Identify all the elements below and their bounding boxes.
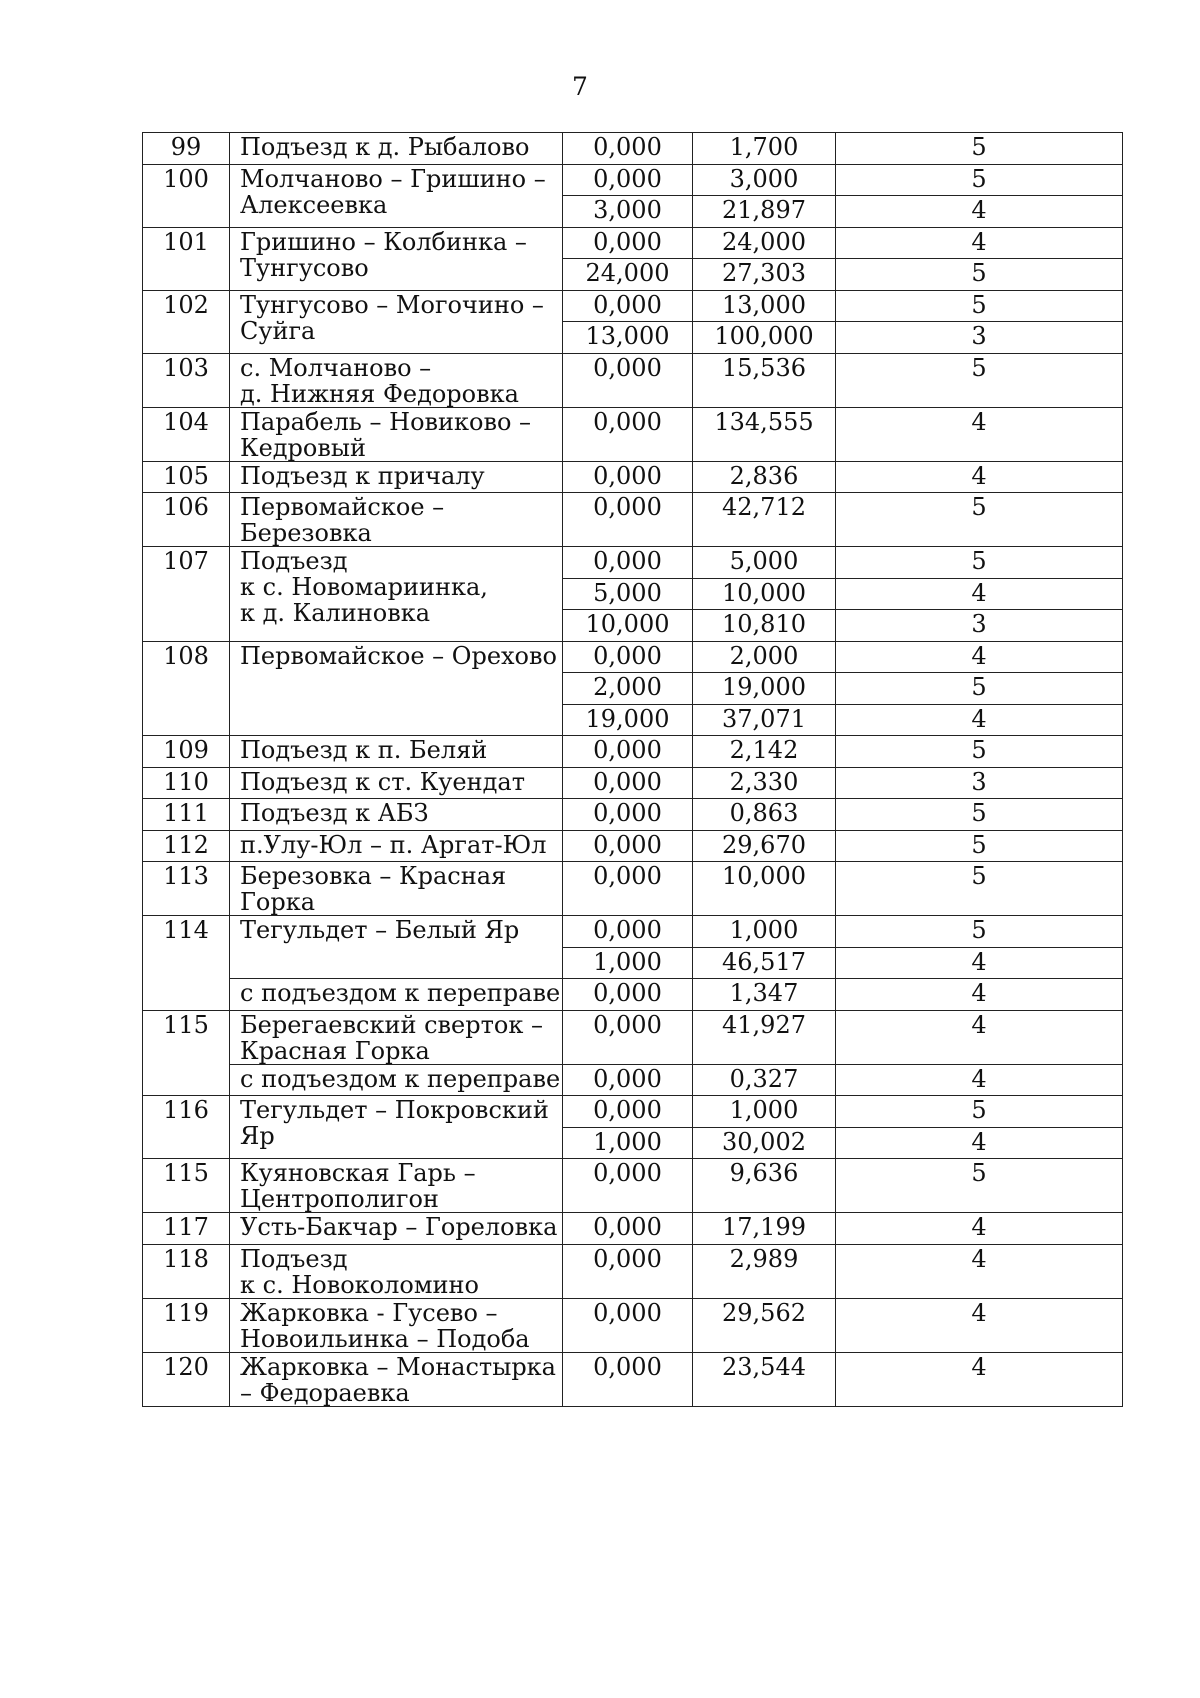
road-number: 117 bbox=[143, 1213, 230, 1245]
road-name-line: Тунгусово bbox=[240, 253, 369, 282]
segment-end-km: 42,712 bbox=[693, 493, 836, 547]
road-category: 4 bbox=[836, 227, 1123, 259]
road-name bbox=[230, 1159, 563, 1213]
road-name bbox=[230, 1213, 563, 1245]
road-category: 5 bbox=[836, 259, 1123, 291]
road-category: 4 bbox=[836, 196, 1123, 228]
segment-start-km: 0,000 bbox=[563, 1352, 693, 1406]
segment-start-km: 0,000 bbox=[563, 830, 693, 862]
road-number: 107 bbox=[143, 547, 230, 642]
segment-start-km: 0,000 bbox=[563, 916, 693, 948]
road-category: 5 bbox=[836, 133, 1123, 165]
segment-end-km: 134,555 bbox=[693, 407, 836, 461]
segment-start-km: 0,000 bbox=[563, 493, 693, 547]
road-number: 110 bbox=[143, 767, 230, 799]
segment-start-km: 5,000 bbox=[563, 578, 693, 610]
segment-start-km: 0,000 bbox=[563, 1010, 693, 1064]
road-number: 108 bbox=[143, 641, 230, 736]
road-name bbox=[230, 1244, 563, 1298]
segment-start-km: 0,000 bbox=[563, 799, 693, 831]
road-category: 4 bbox=[836, 1298, 1123, 1352]
segment-start-km: 0,000 bbox=[563, 290, 693, 322]
road-number: 102 bbox=[143, 290, 230, 353]
road-category: 4 bbox=[836, 641, 1123, 673]
road-name-line: Подъезд к причалу bbox=[240, 461, 485, 490]
road-name-line: к с. Новомариинка, bbox=[240, 573, 488, 601]
road-name-line: Яр bbox=[240, 1122, 275, 1150]
road-number: 119 bbox=[143, 1298, 230, 1352]
road-name-line: Парабель – Новиково – bbox=[240, 407, 532, 436]
segment-start-km: 0,000 bbox=[563, 1298, 693, 1352]
road-name-line: Куяновская Гарь – bbox=[240, 1159, 476, 1187]
road-name bbox=[230, 916, 563, 979]
road-name bbox=[230, 493, 563, 547]
road-name-line: Березовка – Красная bbox=[240, 862, 507, 890]
segment-end-km: 2,142 bbox=[693, 736, 836, 768]
road-category: 4 bbox=[836, 1010, 1123, 1064]
road-name-line: Алексеевка bbox=[240, 190, 388, 219]
road-name-line: с подъездом к переправе bbox=[240, 979, 561, 1007]
road-name-line: с подъездом к переправе bbox=[240, 1064, 561, 1093]
table-row bbox=[143, 1096, 1123, 1128]
table-row bbox=[143, 1213, 1123, 1245]
page-number: 7 bbox=[572, 72, 588, 101]
road-name bbox=[230, 799, 563, 831]
road-name-line: Подъезд bbox=[240, 1244, 348, 1273]
segment-end-km: 46,517 bbox=[693, 947, 836, 979]
segment-end-km: 5,000 bbox=[693, 547, 836, 579]
segment-start-km: 0,000 bbox=[563, 461, 693, 493]
road-category: 3 bbox=[836, 767, 1123, 799]
road-category: 5 bbox=[836, 1159, 1123, 1213]
road-category: 5 bbox=[836, 916, 1123, 948]
segment-end-km: 17,199 bbox=[693, 1213, 836, 1245]
segment-start-km: 3,000 bbox=[563, 196, 693, 228]
road-name-line: Молчаново – Гришино – bbox=[240, 164, 546, 193]
road-category: 5 bbox=[836, 736, 1123, 768]
segment-start-km: 0,000 bbox=[563, 1064, 693, 1096]
segment-start-km: 0,000 bbox=[563, 133, 693, 165]
segment-end-km: 10,000 bbox=[693, 862, 836, 916]
road-name-line: Горка bbox=[240, 888, 316, 916]
segment-start-km: 1,000 bbox=[563, 947, 693, 979]
segment-end-km: 29,670 bbox=[693, 830, 836, 862]
road-name-line: к с. Новоколомино bbox=[240, 1270, 479, 1298]
segment-end-km: 9,636 bbox=[693, 1159, 836, 1213]
road-name-line: д. Нижняя Федоровка bbox=[240, 379, 519, 407]
segment-start-km: 19,000 bbox=[563, 704, 693, 736]
road-name-line: Подъезд к п. Беляй bbox=[240, 736, 488, 764]
road-category: 5 bbox=[836, 290, 1123, 322]
road-number: 109 bbox=[143, 736, 230, 768]
road-name-line: к д. Калиновка bbox=[240, 599, 431, 627]
road-name-line: Центрополигон bbox=[240, 1185, 439, 1213]
table-row bbox=[143, 916, 1123, 948]
segment-start-km: 0,000 bbox=[563, 767, 693, 799]
segment-start-km: 0,000 bbox=[563, 1244, 693, 1298]
road-category: 4 bbox=[836, 1064, 1123, 1096]
road-name bbox=[230, 830, 563, 862]
road-category: 4 bbox=[836, 461, 1123, 493]
road-number: 111 bbox=[143, 799, 230, 831]
road-number: 112 bbox=[143, 830, 230, 862]
road-name-line: Тегульдет – Белый Яр bbox=[240, 916, 520, 944]
segment-end-km: 0,327 bbox=[693, 1064, 836, 1096]
road-name bbox=[230, 353, 563, 407]
roads-table-body bbox=[143, 133, 1123, 1407]
segment-start-km: 24,000 bbox=[563, 259, 693, 291]
segment-end-km: 1,700 bbox=[693, 133, 836, 165]
road-number: 105 bbox=[143, 461, 230, 493]
road-category: 5 bbox=[836, 353, 1123, 407]
segment-end-km: 1,000 bbox=[693, 916, 836, 948]
road-number: 106 bbox=[143, 493, 230, 547]
segment-start-km: 13,000 bbox=[563, 322, 693, 354]
road-category: 4 bbox=[836, 578, 1123, 610]
table-row bbox=[143, 767, 1123, 799]
road-category: 3 bbox=[836, 322, 1123, 354]
road-number: 115 bbox=[143, 1010, 230, 1096]
segment-start-km: 0,000 bbox=[563, 862, 693, 916]
segment-end-km: 2,330 bbox=[693, 767, 836, 799]
road-name bbox=[230, 862, 563, 916]
segment-start-km: 0,000 bbox=[563, 1159, 693, 1213]
segment-end-km: 1,000 bbox=[693, 1096, 836, 1128]
segment-start-km: 0,000 bbox=[563, 1213, 693, 1245]
table-row bbox=[143, 799, 1123, 831]
road-name-line: Усть-Бакчар – Гореловка bbox=[240, 1213, 558, 1241]
road-name bbox=[230, 461, 563, 493]
table-row bbox=[143, 736, 1123, 768]
road-name-line: Тегульдет – Покровский bbox=[240, 1096, 549, 1124]
segment-end-km: 2,000 bbox=[693, 641, 836, 673]
road-category: 4 bbox=[836, 947, 1123, 979]
road-number: 113 bbox=[143, 862, 230, 916]
road-name bbox=[230, 641, 563, 736]
road-name bbox=[230, 1352, 563, 1406]
segment-end-km: 27,303 bbox=[693, 259, 836, 291]
road-name bbox=[230, 1010, 563, 1064]
road-number: 120 bbox=[143, 1352, 230, 1406]
segment-start-km: 0,000 bbox=[563, 547, 693, 579]
road-category: 5 bbox=[836, 830, 1123, 862]
road-name bbox=[230, 1298, 563, 1352]
road-number: 118 bbox=[143, 1244, 230, 1298]
table-row bbox=[143, 227, 1123, 259]
road-category: 5 bbox=[836, 862, 1123, 916]
segment-end-km: 10,000 bbox=[693, 578, 836, 610]
road-category: 5 bbox=[836, 799, 1123, 831]
road-category: 4 bbox=[836, 1244, 1123, 1298]
table-row bbox=[143, 461, 1123, 493]
segment-end-km: 15,536 bbox=[693, 353, 836, 407]
road-category: 4 bbox=[836, 1213, 1123, 1245]
segment-start-km: 0,000 bbox=[563, 353, 693, 407]
road-name-line: Суйга bbox=[240, 316, 316, 345]
segment-end-km: 10,810 bbox=[693, 610, 836, 642]
table-row bbox=[143, 547, 1123, 579]
table-row bbox=[143, 979, 1123, 1011]
segment-start-km: 0,000 bbox=[563, 736, 693, 768]
segment-start-km: 10,000 bbox=[563, 610, 693, 642]
road-name-line: Жарковка – Монастырка bbox=[240, 1352, 556, 1381]
segment-end-km: 13,000 bbox=[693, 290, 836, 322]
road-number: 103 bbox=[143, 353, 230, 407]
road-name bbox=[230, 133, 563, 165]
segment-end-km: 100,000 bbox=[693, 322, 836, 354]
road-category: 4 bbox=[836, 1127, 1123, 1159]
segment-start-km: 2,000 bbox=[563, 673, 693, 705]
segment-end-km: 37,071 bbox=[693, 704, 836, 736]
road-category: 5 bbox=[836, 164, 1123, 196]
segment-start-km: 0,000 bbox=[563, 164, 693, 196]
road-name-line: Первомайское – Орехово bbox=[240, 641, 557, 670]
road-name-line: Гришино – Колбинка – bbox=[240, 227, 527, 256]
road-name-line: Подъезд к ст. Куендат bbox=[240, 767, 525, 796]
segment-start-km: 0,000 bbox=[563, 1096, 693, 1128]
road-name bbox=[230, 290, 563, 353]
road-name-line: Кедровый bbox=[240, 433, 366, 461]
road-category: 4 bbox=[836, 704, 1123, 736]
road-name-line: Подъезд к АБЗ bbox=[240, 799, 429, 827]
segment-end-km: 19,000 bbox=[693, 673, 836, 705]
segment-end-km: 2,836 bbox=[693, 461, 836, 493]
segment-end-km: 21,897 bbox=[693, 196, 836, 228]
roads-table bbox=[142, 132, 1123, 1407]
road-name-line: Березовка bbox=[240, 519, 372, 547]
segment-end-km: 24,000 bbox=[693, 227, 836, 259]
segment-start-km: 1,000 bbox=[563, 1127, 693, 1159]
road-category: 4 bbox=[836, 979, 1123, 1011]
road-number: 115 bbox=[143, 1159, 230, 1213]
road-number: 114 bbox=[143, 916, 230, 1011]
road-name-line: Жарковка - Гусево – bbox=[240, 1298, 498, 1327]
segment-end-km: 0,863 bbox=[693, 799, 836, 831]
segment-start-km: 0,000 bbox=[563, 641, 693, 673]
road-category: 5 bbox=[836, 547, 1123, 579]
road-name-line: Подъезд bbox=[240, 547, 348, 575]
segment-end-km: 3,000 bbox=[693, 164, 836, 196]
road-name-line: Первомайское – bbox=[240, 493, 445, 521]
road-name-line: п.Улу-Юл – п. Аргат-Юл bbox=[240, 830, 547, 859]
segment-end-km: 30,002 bbox=[693, 1127, 836, 1159]
table-row bbox=[143, 830, 1123, 862]
segment-end-km: 2,989 bbox=[693, 1244, 836, 1298]
segment-end-km: 41,927 bbox=[693, 1010, 836, 1064]
road-name bbox=[230, 547, 563, 642]
road-name bbox=[230, 407, 563, 461]
road-name-line: Новоильинка – Подоба bbox=[240, 1324, 530, 1352]
road-number: 104 bbox=[143, 407, 230, 461]
segment-start-km: 0,000 bbox=[563, 979, 693, 1011]
road-name bbox=[230, 1064, 563, 1096]
road-number: 116 bbox=[143, 1096, 230, 1159]
road-number: 101 bbox=[143, 227, 230, 290]
segment-start-km: 0,000 bbox=[563, 227, 693, 259]
segment-end-km: 1,347 bbox=[693, 979, 836, 1011]
table-row bbox=[143, 641, 1123, 673]
road-number: 100 bbox=[143, 164, 230, 227]
road-name bbox=[230, 1096, 563, 1159]
road-category: 3 bbox=[836, 610, 1123, 642]
road-name bbox=[230, 736, 563, 768]
road-name bbox=[230, 767, 563, 799]
road-name-line: с. Молчаново – bbox=[240, 353, 432, 382]
table-row bbox=[143, 290, 1123, 322]
segment-start-km: 0,000 bbox=[563, 407, 693, 461]
road-category: 4 bbox=[836, 407, 1123, 461]
road-name bbox=[230, 164, 563, 227]
segment-end-km: 29,562 bbox=[693, 1298, 836, 1352]
table-row bbox=[143, 1064, 1123, 1096]
road-name-line: Тунгусово – Могочино – bbox=[240, 290, 544, 319]
road-name-line: Берегаевский сверток – bbox=[240, 1010, 543, 1039]
road-name-line: Подъезд к д. Рыбалово bbox=[240, 133, 530, 161]
road-category: 5 bbox=[836, 673, 1123, 705]
road-category: 5 bbox=[836, 493, 1123, 547]
road-name bbox=[230, 227, 563, 290]
road-name bbox=[230, 979, 563, 1011]
road-number: 99 bbox=[143, 133, 230, 165]
segment-end-km: 23,544 bbox=[693, 1352, 836, 1406]
road-category: 5 bbox=[836, 1096, 1123, 1128]
road-category: 4 bbox=[836, 1352, 1123, 1406]
table-row bbox=[143, 133, 1123, 165]
road-name-line: Красная Горка bbox=[240, 1036, 430, 1064]
table-row bbox=[143, 164, 1123, 196]
road-name-line: – Федораевка bbox=[240, 1378, 410, 1406]
